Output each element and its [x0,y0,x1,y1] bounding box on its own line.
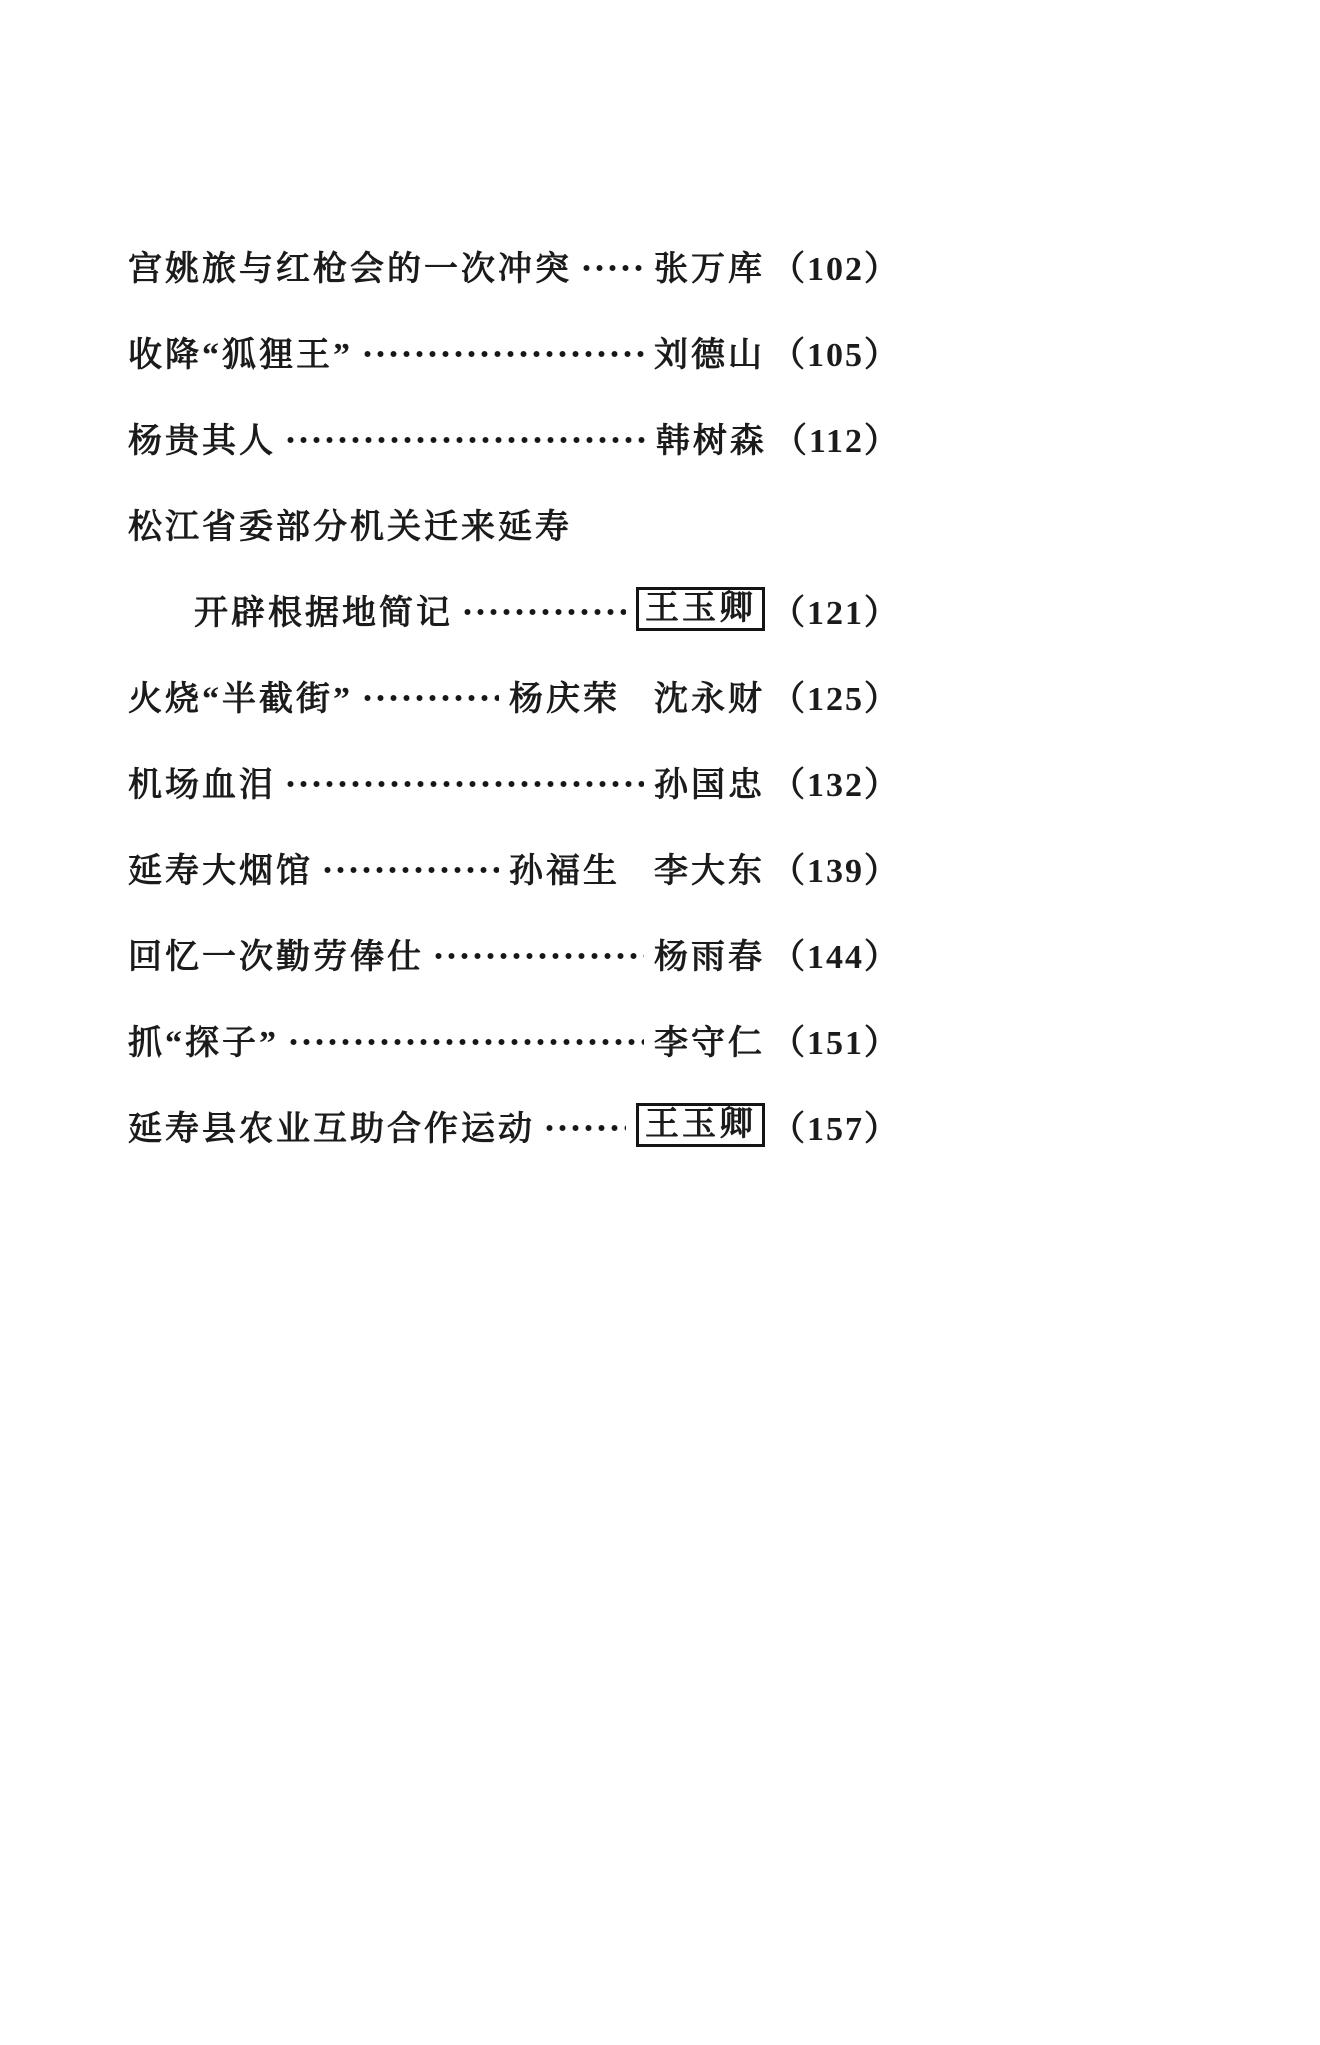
toc-entry-title-line [128,480,900,566]
dot-leader [461,606,626,618]
entry-authors [656,413,767,462]
entry-author: 杨雨春 [654,938,765,976]
entry-author: 张万库 [654,250,765,288]
entry-page-number: （132） [771,766,900,804]
entry-authors [654,757,765,806]
entry-author: 李大东 [654,852,765,890]
entry-authors [654,1015,765,1064]
entry-author: 刘德山 [654,336,765,374]
entry-authors [636,587,765,632]
toc-entry [128,1082,900,1168]
dot-leader [284,778,644,790]
toc-entry [128,566,900,652]
entry-author: 韩树森 [655,422,767,460]
entry-title: 杨贵其人 [128,422,276,460]
entry-authors [509,843,765,892]
entry-author: 李守仁 [654,1024,765,1062]
entry-author-boxed: 王玉卿 [636,1103,765,1148]
dot-leader [361,692,499,704]
table-of-contents [128,222,900,1168]
entry-page-number: （151） [771,1024,900,1062]
entry-title: 延寿大烟馆 [128,852,313,890]
entry-author: 沈永财 [654,680,765,718]
toc-entry [128,996,900,1082]
entry-page-number: （121） [771,594,900,632]
entry-authors [654,241,765,290]
dot-leader [287,1036,644,1048]
entry-title: 开辟根据地简记 [194,594,453,632]
entry-authors [654,929,765,978]
entry-title: 收降“狐狸王” [128,336,353,374]
toc-entry [128,824,900,910]
entry-page-number: （112） [772,422,900,460]
dot-leader [543,1122,626,1134]
entry-title: 延寿县农业互助合作运动 [128,1110,535,1148]
entry-authors [654,327,765,376]
entry-title: 火烧“半截街” [128,680,353,718]
entry-page-number: （105） [771,336,900,374]
toc-entry [128,910,900,996]
dot-leader [284,434,646,446]
entry-page-number: （125） [771,680,900,718]
toc-entry [128,738,900,824]
entry-author-boxed: 王玉卿 [636,587,765,632]
entry-author: 孙国忠 [654,766,765,804]
toc-entry [128,652,900,738]
dot-leader [361,348,644,360]
entry-author: 杨庆荣 [509,680,620,718]
entry-author: 孙福生 [509,852,620,890]
entry-page-number: （144） [771,938,900,976]
entry-title: 机场血泪 [128,766,276,804]
entry-title: 松江省委部分机关迁来延寿 [128,508,572,546]
entry-page-number: （139） [771,852,900,890]
entry-title: 宫姚旅与红枪会的一次冲突 [128,250,572,288]
entry-authors [509,671,765,720]
toc-entry [128,394,900,480]
entry-title: 抓“探子” [128,1024,279,1062]
entry-page-number: （102） [771,250,900,288]
entry-page-number: （157） [771,1110,900,1148]
dot-leader [432,950,644,962]
dot-leader [321,864,499,876]
entry-authors [636,1103,765,1148]
toc-entry [128,222,900,308]
entry-title: 回忆一次勤劳俸仕 [128,938,424,976]
toc-entry [128,308,900,394]
dot-leader [580,262,644,274]
